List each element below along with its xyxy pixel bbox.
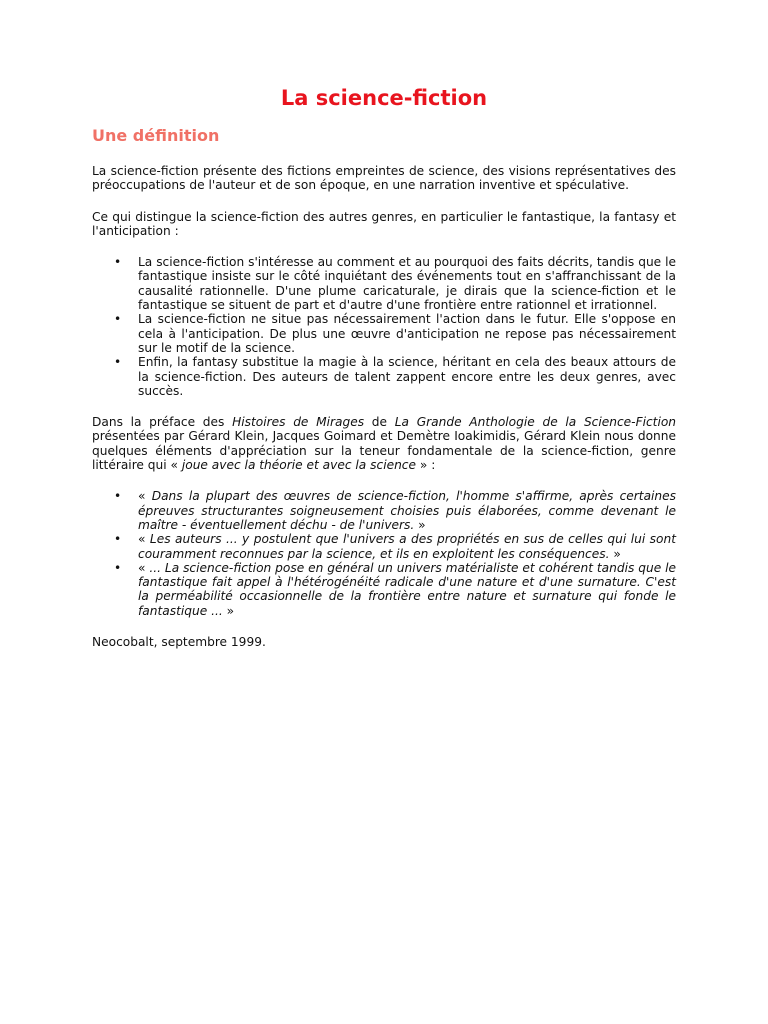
genre-differences-list [92,255,676,398]
quote-open-mark: « [138,489,152,504]
quote-close-mark: » [609,546,621,561]
quote-item [92,532,676,561]
signature-line: Neocobalt, septembre 1999. [92,635,266,650]
bullet-icon: • [114,355,122,370]
quote-close-mark: » [222,603,235,618]
quote-text: ... La science-fiction pose en général un univers matérialiste et cohérent tandis que le fantastique fait appel à l'hétérogénéité radicale d'une nature et d'une surnature. C'est la perméabilité occasionnelle de la frontière entre nature et surnature qui fonde le fantastique ... [138,560,676,618]
quote-open-mark: « [138,532,150,547]
quote-item [92,561,676,618]
intro-paragraph: La science-fiction présente des fictions empreintes de science, des visions représentatives des préoccupations de l'auteur et de son époque, en une narration inventive et spéculative. [92,164,676,193]
bullet-icon: • [114,560,122,575]
bullet-icon: • [114,532,122,547]
bullet-icon: • [114,312,122,327]
list-item [92,255,676,312]
quoted-phrase: joue avec la théorie et avec la science [181,458,416,473]
bullet-icon: • [114,255,122,270]
quote-open-mark: « [138,560,150,575]
quote-close-mark: » [414,517,426,532]
list-item-text: La science-fiction ne situe pas nécessairement l'action dans le futur. Elle s'oppose en cela à l'anticipation. De plus une œuvre d'anticipation ne repose pas nécessairement sur le motif de la science. [138,312,676,355]
preface-text: de [364,415,395,430]
section-heading: Une définition [92,126,220,145]
preface-text: Dans la préface des [92,415,233,430]
quotes-list [92,489,676,618]
quote-text: Dans la plupart des œuvres de science-fiction, l'homme s'affirme, après certaines épreuves structurantes soigneusement choisies puis élaborées, comme devenant le maître - éventuellement déchu - de l'univers. [138,489,676,532]
list-item [92,312,676,355]
anthology-title: La Grande Anthologie de la Science-Fiction [394,415,677,430]
page-title: La science-fiction [280,86,488,110]
distinguish-paragraph: Ce qui distingue la science-fiction des autres genres, en particulier le fantastique, la fantasy et l'anticipation : [92,209,676,238]
preface-text: présentées par Gérard Klein, Jacques Goimard et Demètre Ioakimidis, Gérard Klein nous donne quelques éléments d'appréciation sur la teneur fondamentale de la science-fiction, genre littéraire qui « [92,429,676,473]
quote-item [92,489,676,532]
quote-text: Les auteurs ... y postulent que l'univers a des propriétés en sus de celles qui lui sont couramment reconnues par la science, et ils en exploitent les conséquences. [138,532,676,561]
book-title: Histoires de Mirages [232,415,365,430]
bullet-icon: • [114,489,122,504]
preface-paragraph [92,415,676,472]
document-page [92,84,676,649]
list-item-text: Enfin, la fantasy substitue la magie à la science, héritant en cela des beaux attours de la science-fiction. Des auteurs de talent zappent encore entre les deux genres, avec succès. [138,355,676,398]
list-item-text: La science-fiction s'intéresse au comment et au pourquoi des faits décrits, tandis que le fantastique insiste sur le côté inquiétant des événements tout en s'affranchissant de la causalité rationnelle. D'une plume caricaturale, je dirais que la science-fiction et le fantastique se situent de part et d'autre d'une frontière entre rationnel et irrationnel. [138,255,676,313]
preface-text: » : [416,458,436,473]
list-item [92,355,676,398]
